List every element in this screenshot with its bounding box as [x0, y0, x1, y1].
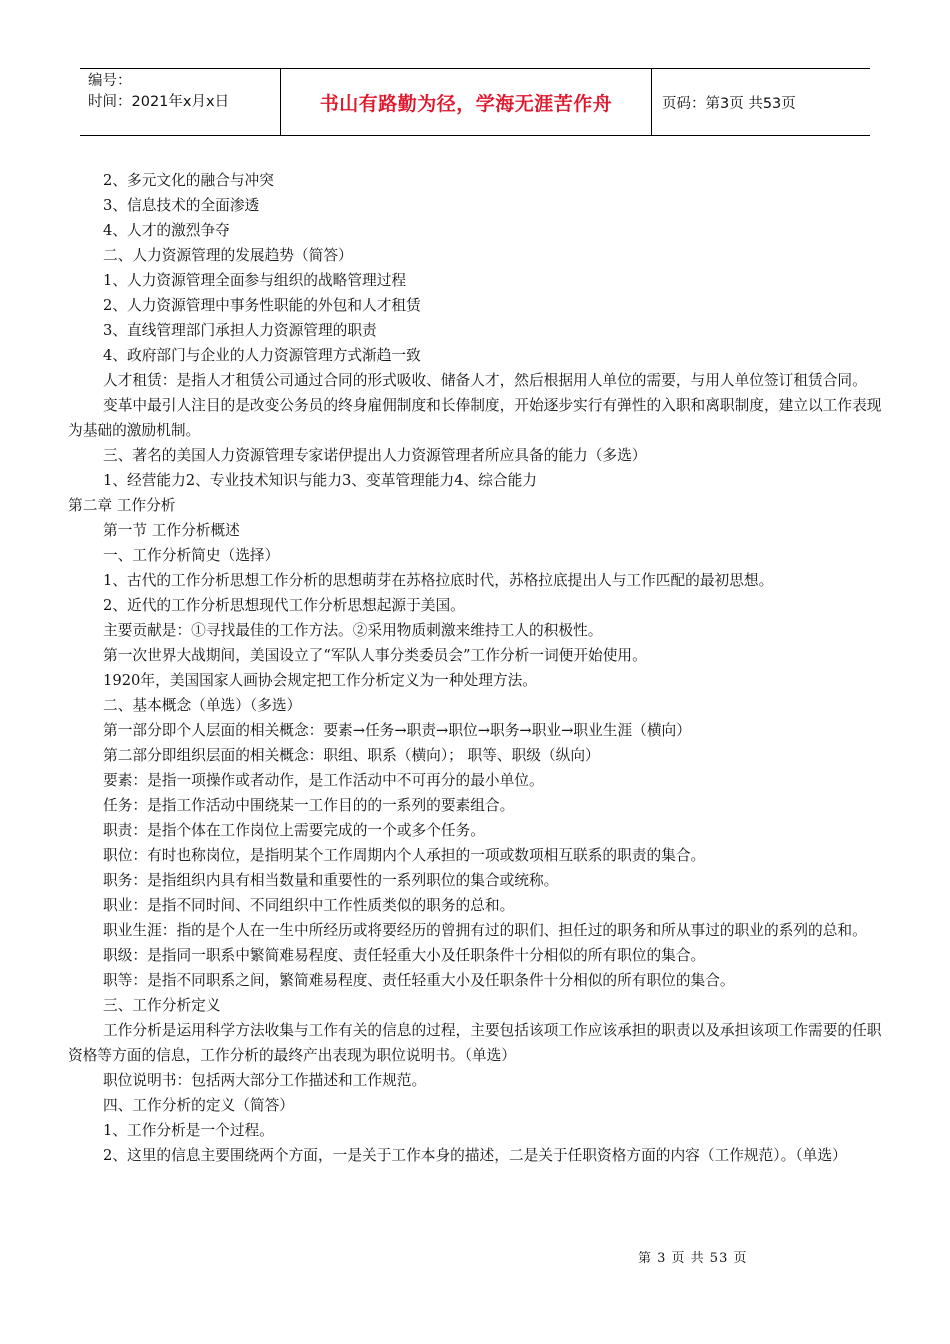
body-paragraph: 四、工作分析的定义（简答）	[103, 1097, 294, 1114]
date-label: 时间：2021年x月x日	[88, 94, 230, 110]
body-paragraph: 变革中最引人注目的是改变公务员的终身雇佣制度和长俸制度，开始逐步实行有弹性的入职和离职制度，建立以工作表现为基础的激励机制。	[68, 397, 882, 439]
body-paragraph: 二、基本概念（单选）（多选）	[103, 697, 302, 714]
body-paragraph: 1、工作分析是一个过程。	[103, 1122, 274, 1139]
serial-number-label: 编号：	[88, 73, 132, 89]
body-paragraph: 任务：是指工作活动中围绕某一工作目的的一系列的要素组合。	[103, 797, 515, 814]
body-paragraph: 2、多元文化的融合与冲突	[103, 172, 274, 189]
body-paragraph: 三、著名的美国人力资源管理专家诺伊提出人力资源管理者所应具备的能力（多选）	[103, 447, 647, 464]
body-paragraph: 主要贡献是：①寻找最佳的工作方法。②采用物质刺激来维持工人的积极性。	[103, 622, 603, 639]
body-paragraph: 职业：是指不同时间、不同组织中工作性质类似的职务的总和。	[103, 897, 515, 914]
body-paragraph: 一、工作分析简史（选择）	[103, 547, 280, 564]
body-paragraph: 第一节 工作分析概述	[103, 522, 240, 539]
body-paragraph: 二、人力资源管理的发展趋势（简答）	[103, 247, 353, 264]
body-paragraph: 4、人才的激烈争夺	[103, 222, 230, 239]
body-paragraph: 第二章 工作分析	[68, 497, 176, 514]
body-paragraph: 3、信息技术的全面渗透	[103, 197, 260, 214]
header-slogan: 书山有路勤为径，学海无涯苦作舟	[281, 69, 652, 135]
document-body	[68, 168, 890, 1168]
body-paragraph: 1、经营能力2、专业技术知识与能力3、变革管理能力4、综合能力	[103, 472, 537, 489]
body-paragraph: 第一次世界大战期间，美国设立了“军队人事分类委员会”工作分析一词便开始使用。	[103, 647, 647, 664]
body-paragraph: 4、政府部门与企业的人力资源管理方式渐趋一致	[103, 347, 421, 364]
body-paragraph: 2、这里的信息主要围绕两个方面，一是关于工作本身的描述，二是关于任职资格方面的内容（工作规范）。（单选）	[103, 1147, 847, 1164]
header-meta	[80, 69, 281, 135]
body-paragraph: 1920年，美国国家人画协会规定把工作分析定义为一种处理方法。	[103, 672, 537, 689]
body-paragraph: 职级：是指同一职系中繁简难易程度、责任轻重大小及任职条件十分相似的所有职位的集合。	[103, 947, 706, 964]
body-paragraph: 第一部分即个人层面的相关概念：要素→任务→职责→职位→职务→职业→职业生涯（横向）	[103, 722, 691, 739]
header-page-info: 页码：第3页 共53页	[662, 95, 796, 112]
body-paragraph: 人才租赁：是指人才租赁公司通过合同的形式吸收、储备人才，然后根据用人单位的需要，与用人单位签订租赁合同。	[103, 372, 867, 389]
body-paragraph: 2、人力资源管理中事务性职能的外包和人才租赁	[103, 297, 421, 314]
page-header	[80, 68, 870, 136]
body-paragraph: 要素：是指一项操作或者动作，是工作活动中不可再分的最小单位。	[103, 772, 544, 789]
body-paragraph: 职责：是指个体在工作岗位上需要完成的一个或多个任务。	[103, 822, 485, 839]
body-paragraph: 职等：是指不同职系之间，繁简难易程度、责任轻重大小及任职条件十分相似的所有职位的集合。	[103, 972, 735, 989]
body-paragraph: 职位说明书：包括两大部分工作描述和工作规范。	[103, 1072, 427, 1089]
body-paragraph: 职位：有时也称岗位，是指明某个工作周期内个人承担的一项或数项相互联系的职责的集合。	[103, 847, 706, 864]
body-paragraph: 职业生涯：指的是个人在一生中所经历或将要经历的曾拥有过的职们、担任过的职务和所从事过的职业的系列的总和。	[103, 922, 867, 939]
body-paragraph: 1、人力资源管理全面参与组织的战略管理过程	[103, 272, 407, 289]
body-paragraph: 2、近代的工作分析思想现代工作分析思想起源于美国。	[103, 597, 465, 614]
body-paragraph: 3、直线管理部门承担人力资源管理的职责	[103, 322, 377, 339]
body-paragraph: 工作分析是运用科学方法收集与工作有关的信息的过程，主要包括该项工作应该承担的职责以及承担该项工作需要的任职资格等方面的信息，工作分析的最终产出表现为职位说明书。（单选）	[68, 1022, 882, 1064]
page-footer: 第 3 页 共 53 页	[638, 1251, 748, 1266]
body-paragraph: 职务：是指组织内具有相当数量和重要性的一系列职位的集合或统称。	[103, 872, 559, 889]
body-paragraph: 1、古代的工作分析思想工作分析的思想萌芽在苏格拉底时代，苏格拉底提出人与工作匹配的最初思想。	[103, 572, 774, 589]
body-paragraph: 第二部分即组织层面的相关概念：职组、职系（横向）； 职等、职级（纵向）	[103, 747, 600, 764]
body-paragraph: 三、工作分析定义	[103, 997, 221, 1014]
